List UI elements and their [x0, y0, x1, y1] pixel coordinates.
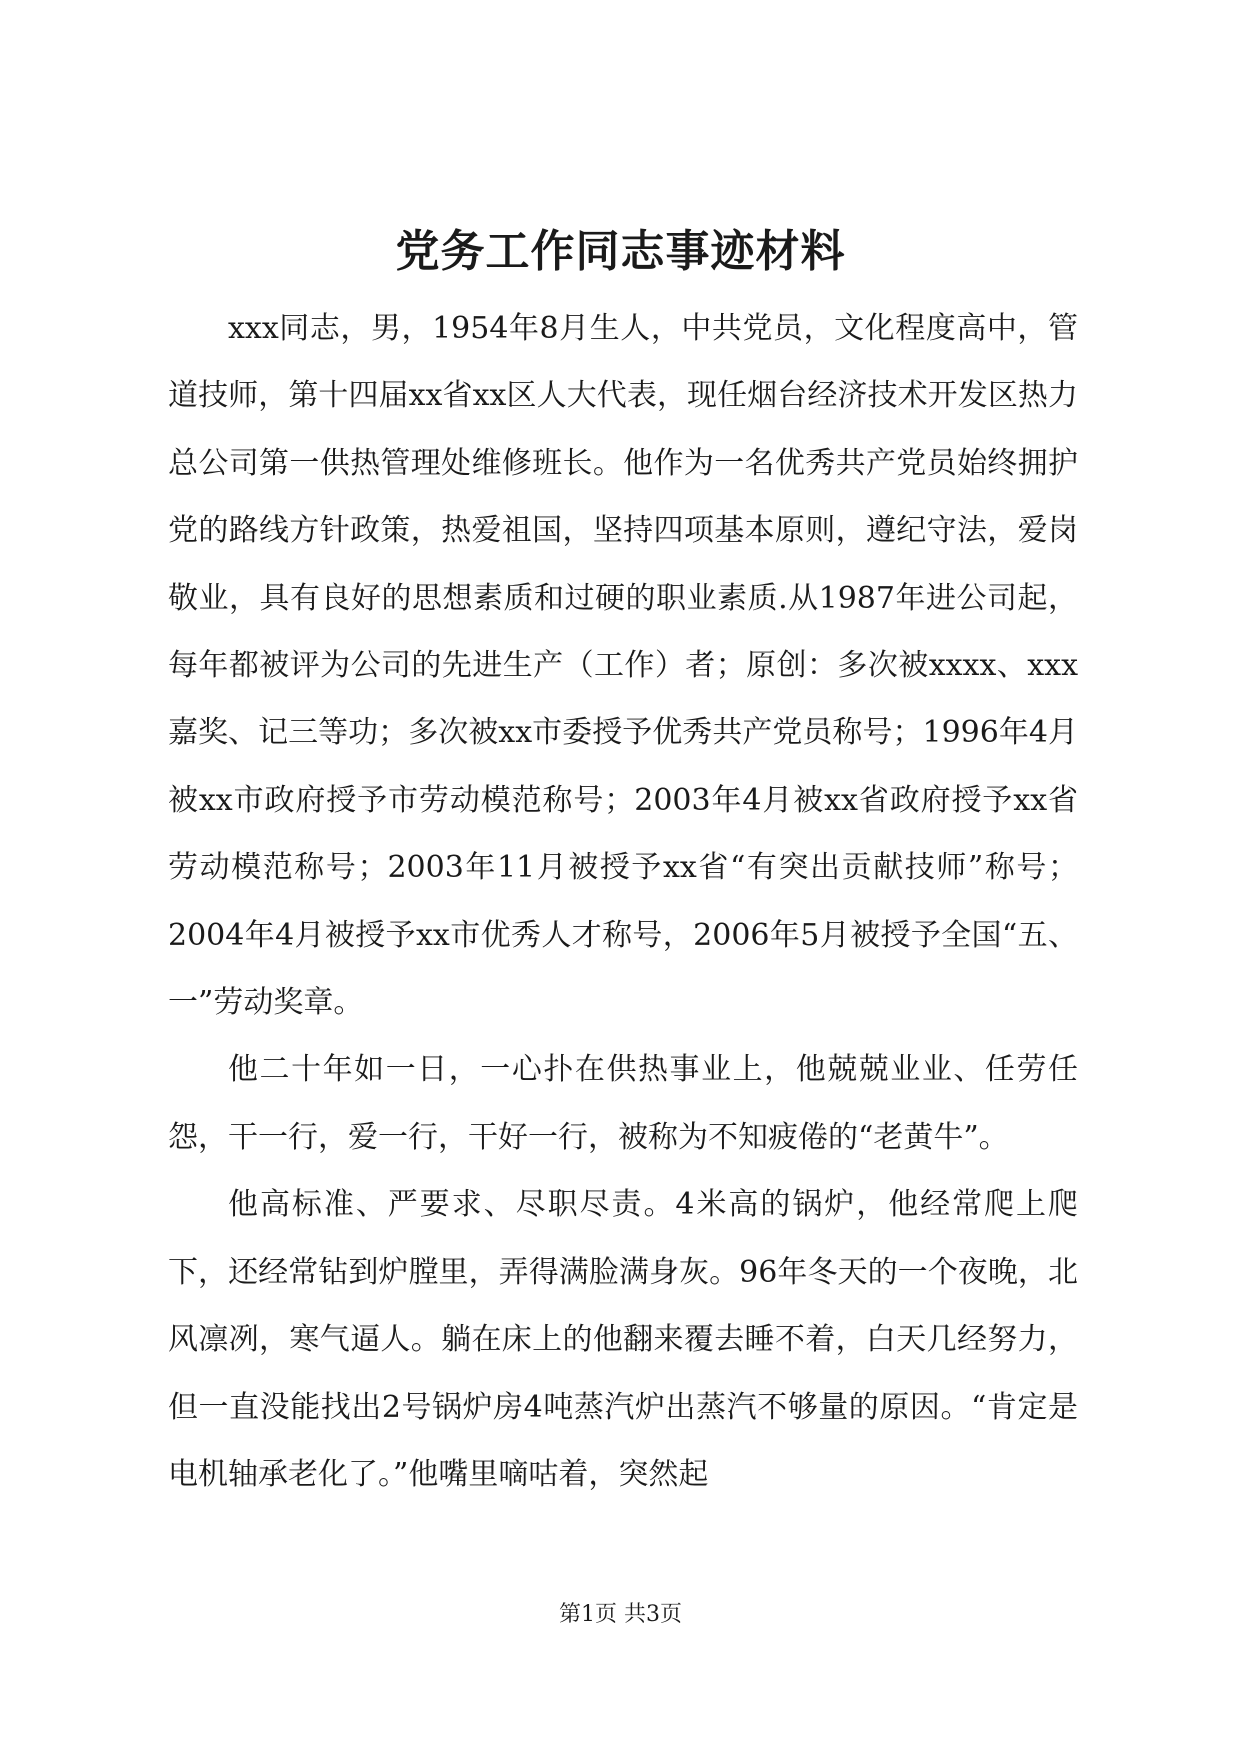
paragraph-3: 他高标准、严要求、尽职尽责。4米高的锅炉，他经常爬上爬下，还经常钻到炉膛里，弄得满脸满身灰。96年冬天的一个夜晚，北风凛冽，寒气逼人。躺在床上的他翻来覆去睡不着，白天几经努力，但一直没能找出2号锅炉房4吨蒸汽炉出蒸汽不够量的原因。“肯定是电机轴承老化了。”他嘴里嘀咕着，突然起 [168, 1187, 1078, 1492]
paragraph-2: 他二十年如一日，一心扑在供热事业上，他兢兢业业、任劳任怨，干一行，爱一行，干好一行，被称为不知疲倦的“老黄牛”。 [168, 1052, 1078, 1155]
document-body [168, 295, 1078, 1508]
paragraph-1: xxx同志，男，1954年8月生人，中共党员，文化程度高中，管道技师，第十四届xx省xx区人大代表，现任烟台经济技术开发区热力总公司第一供热管理处维修班长。他作为一名优秀共产党员始终拥护党的路线方针政策，热爱祖国，坚持四项基本原则，遵纪守法，爱岗敬业，具有良好的思想素质和过硬的职业素质.从1987年进公司起，每年都被评为公司的先进生产（工作）者；原创：多次被xxxx、xxx嘉奖、记三等功；多次被xx市委授予优秀共产党员称号；1996年4月被xx市政府授予市劳动模范称号；2003年4月被xx省政府授予xx省劳动模范称号；2003年11月被授予xx省“有突出贡献技师”称号；2004年4月被授予xx市优秀人才称号，2006年5月被授予全国“五、一”劳动奖章。 [168, 311, 1078, 1021]
document-title: 党务工作同志事迹材料 [395, 226, 846, 277]
page-number-footer: 第1页 共3页 [559, 1602, 682, 1627]
